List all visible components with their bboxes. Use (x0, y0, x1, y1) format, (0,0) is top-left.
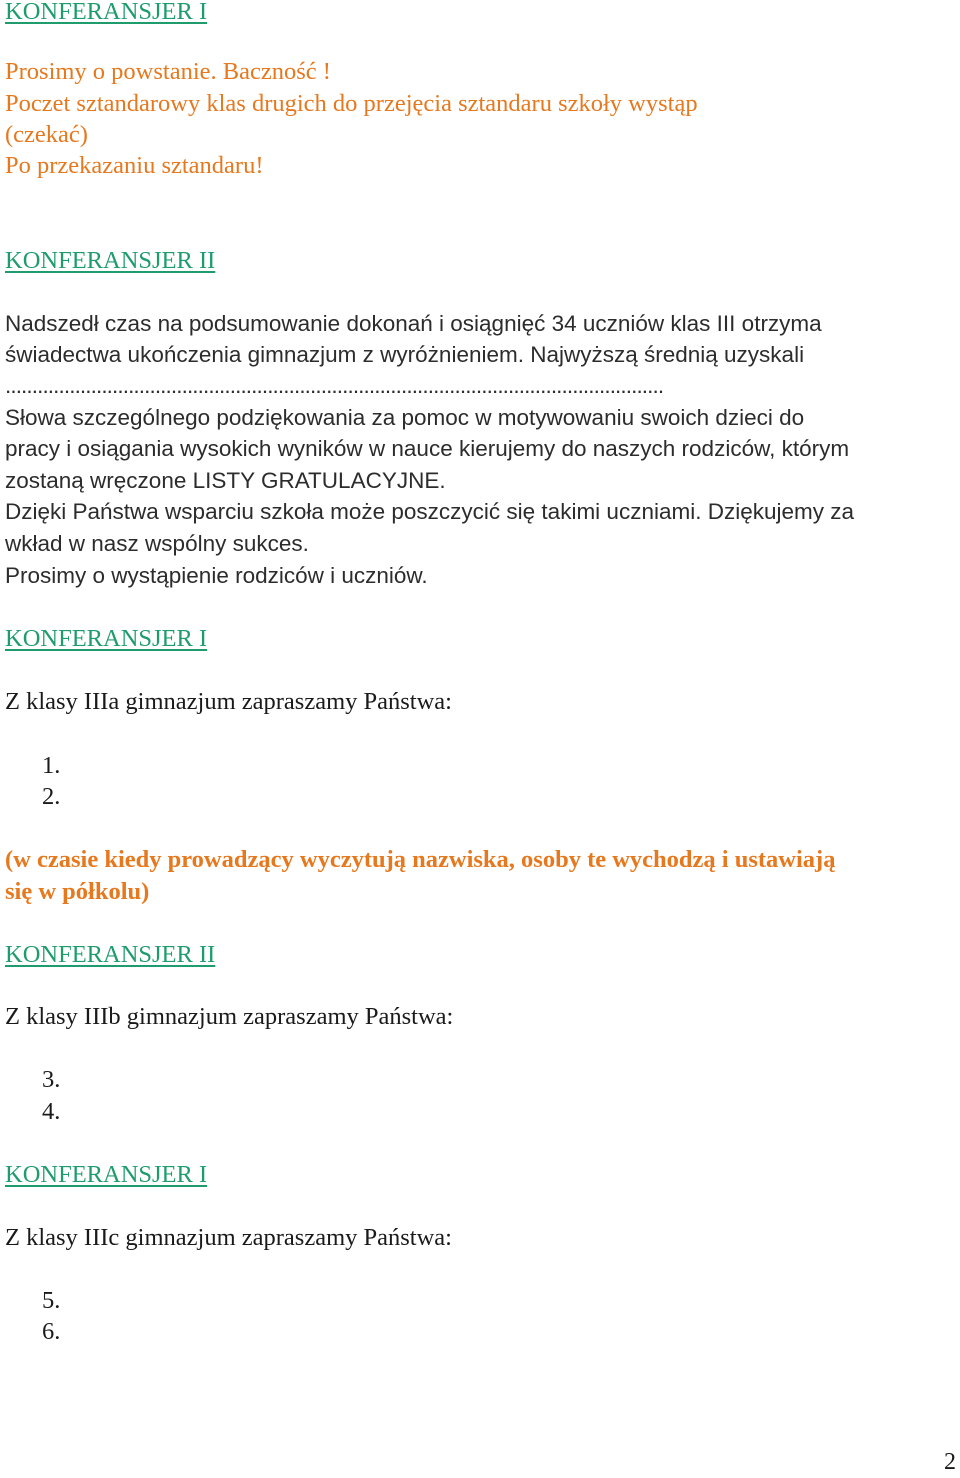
text-line: Z klasy IIIa gimnazjum zapraszamy Państwa: (5, 688, 452, 715)
text-line: Po przekazaniu sztandaru! (5, 152, 264, 179)
section-heading: KONFERANSJER II (5, 247, 216, 274)
page-number: 2 (944, 1448, 956, 1475)
list-item: 5. (42, 1287, 61, 1314)
list-item: 1. (42, 752, 61, 779)
text-line: Słowa szczególnego podziękowania za pomoc w motywowaniu swoich dzieci do (5, 405, 805, 430)
list-item: 6. (42, 1318, 61, 1345)
text-line: świadectwa ukończenia gimnazjum z wyróżnieniem. Najwyższą średnią uzyskali (5, 342, 805, 367)
text-line: Prosimy o powstanie. Baczność ! (5, 58, 331, 85)
text-line: Z klasy IIIc gimnazjum zapraszamy Państwa: (5, 1224, 452, 1251)
text-line: Z klasy IIIb gimnazjum zapraszamy Państwa: (5, 1003, 454, 1030)
text-line: wkład w nasz wspólny sukces. (5, 531, 309, 556)
text-line: Poczet sztandarowy klas drugich do przejęcia sztandaru szkoły wystąp (5, 90, 698, 117)
list-item: 3. (42, 1066, 61, 1093)
dotted-line: ........................................................................................................................... (5, 373, 664, 398)
text-line: Nadszedł czas na podsumowanie dokonań i osiągnięć 34 uczniów klas III otrzyma (5, 311, 822, 336)
stage-note: (w czasie kiedy prowadzący wyczytują nazwiska, osoby te wychodzą i ustawiają (5, 846, 836, 873)
text-line: pracy i osiągania wysokich wyników w nauce kierujemy do naszych rodziców, którym (5, 436, 850, 461)
text-line: Dzięki Państwa wsparciu szkoła może poszczycić się takimi uczniami. Dziękujemy za (5, 499, 855, 524)
text-line: zostaną wręczone LISTY GRATULACYJNE. (5, 468, 446, 493)
list-item: 4. (42, 1098, 61, 1125)
section-heading: KONFERANSJER I (5, 625, 208, 652)
text-line: (czekać) (5, 121, 88, 148)
list-item: 2. (42, 783, 61, 810)
section-heading: KONFERANSJER II (5, 941, 216, 968)
section-heading: KONFERANSJER I (5, 1161, 208, 1188)
section-heading: KONFERANSJER I (5, 0, 208, 25)
text-line: Prosimy o wystąpienie rodziców i uczniów. (5, 563, 428, 588)
stage-note: się w półkolu) (5, 878, 150, 905)
